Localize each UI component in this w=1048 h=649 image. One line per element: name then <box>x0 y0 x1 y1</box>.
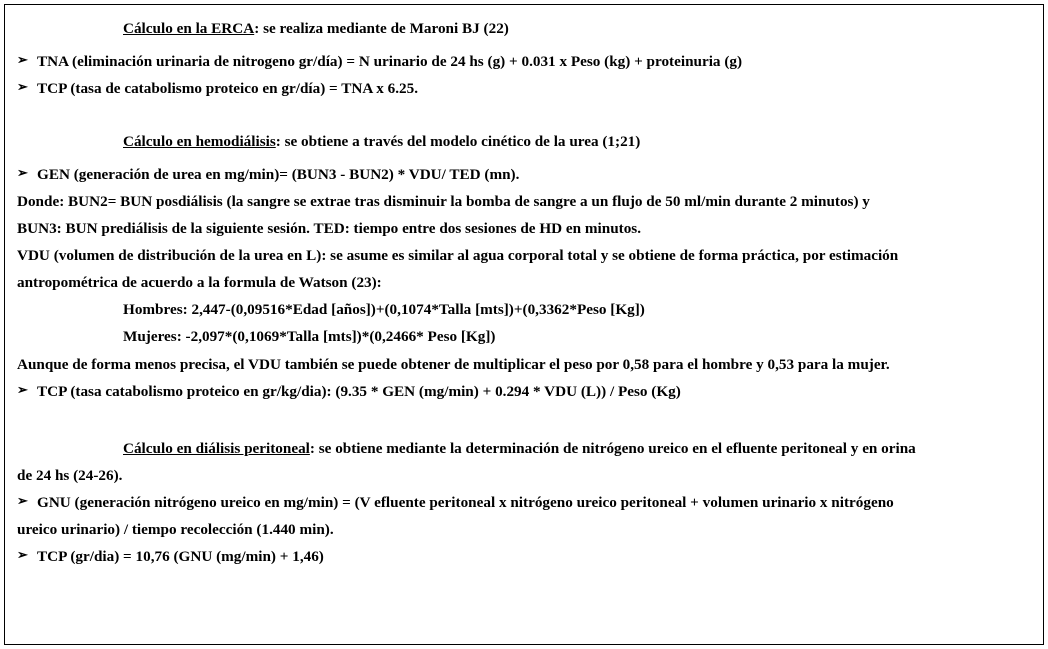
paragraph-line: Aunque de forma menos precisa, el VDU también se puede obtener de multiplicar el peso por 0,58 para el hombre y 0,53 para la mujer. <box>17 355 890 373</box>
list-item <box>17 489 1031 516</box>
bullet-arrow-icon: ➢ <box>17 381 28 397</box>
paragraph-line: BUN3: BUN prediálisis de la siguiente sesión. TED: tiempo entre dos sesiones de HD en minutos. <box>17 220 641 238</box>
list-item-text: GNU (generación nitrógeno ureico en mg/min) = (V efluente peritoneal x nitrógeno ureico peritoneal + volumen urinario x nitrógeno <box>37 493 894 511</box>
list-item <box>17 543 1031 570</box>
spacer <box>17 102 1031 128</box>
list-item-text: GEN (generación de urea en mg/min)= (BUN3 - BUN2) * VDU/ TED (mn). <box>37 166 520 184</box>
formula-line-hombres: Hombres: 2,447-(0,09516*Edad [años])+(0,1074*Talla [mts])+(0,3362*Peso [Kg]) <box>123 301 645 319</box>
document-content <box>17 15 1031 570</box>
bullet-arrow-icon: ➢ <box>17 52 28 68</box>
section-heading-dialisis-peritoneal <box>17 435 1031 462</box>
paragraph-line: de 24 hs (24-26). <box>17 466 123 484</box>
list-item <box>17 48 1031 75</box>
spacer <box>17 405 1031 435</box>
list-item <box>17 161 1031 188</box>
section-heading-hemodialisis-rest: : se obtiene a través del modelo cinético de la urea (1;21) <box>275 133 641 151</box>
section-heading-erca-underlined: Cálculo en la ERCA <box>123 20 255 37</box>
list-item <box>17 378 1031 405</box>
bullet-arrow-icon: ➢ <box>17 492 28 508</box>
list-item-text: TCP (tasa catabolismo proteico en gr/kg/dia): (9.35 * GEN (mg/min) + 0.294 * VDU (L)) / Peso (Kg) <box>37 382 681 400</box>
paragraph-line: antropométrica de acuerdo a la formula de Watson (23): <box>17 274 382 292</box>
section-heading-erca-rest: : se realiza mediante de Maroni BJ (22) <box>254 20 509 37</box>
section-heading-hemodialisis-underlined: Cálculo en hemodiálisis <box>123 133 276 151</box>
section-heading-dialisis-peritoneal-rest: : se obtiene mediante la determinación de nitrógeno ureico en el efluente peritoneal y en orina <box>309 439 916 457</box>
bullet-arrow-icon: ➢ <box>17 79 28 95</box>
document-border-box <box>4 4 1044 645</box>
section-heading-erca <box>17 15 1031 42</box>
section-heading-dialisis-peritoneal-underlined: Cálculo en diálisis peritoneal <box>123 439 310 457</box>
paragraph-line: Donde: BUN2= BUN posdiálisis (la sangre se extrae tras disminuir la bomba de sangre a un flujo de 50 ml/min durante 2 minutos) y <box>17 193 870 211</box>
section-heading-hemodialisis <box>17 128 1031 155</box>
list-item-text: TCP (tasa de catabolismo proteico en gr/día) = TNA x 6.25. <box>37 80 419 98</box>
list-item-text: TNA (eliminación urinaria de nitrogeno gr/día) = N urinario de 24 hs (g) + 0.031 x Peso (kg) + proteinuria (g) <box>37 53 743 71</box>
list-item-text: TCP (gr/dia) = 10,76 (GNU (mg/min) + 1,46) <box>37 547 324 565</box>
paragraph-line: VDU (volumen de distribución de la urea en L): se asume es similar al agua corporal total y se obtiene de forma práctica, por estimación <box>17 247 899 265</box>
bullet-arrow-icon: ➢ <box>17 546 28 562</box>
paragraph-line: ureico urinario) / tiempo recolección (1.440 min). <box>17 520 334 538</box>
bullet-arrow-icon: ➢ <box>17 165 28 181</box>
list-item <box>17 75 1031 102</box>
formula-line-mujeres: Mujeres: -2,097*(0,1069*Talla [mts])*(0,2466* Peso [Kg]) <box>123 328 496 346</box>
